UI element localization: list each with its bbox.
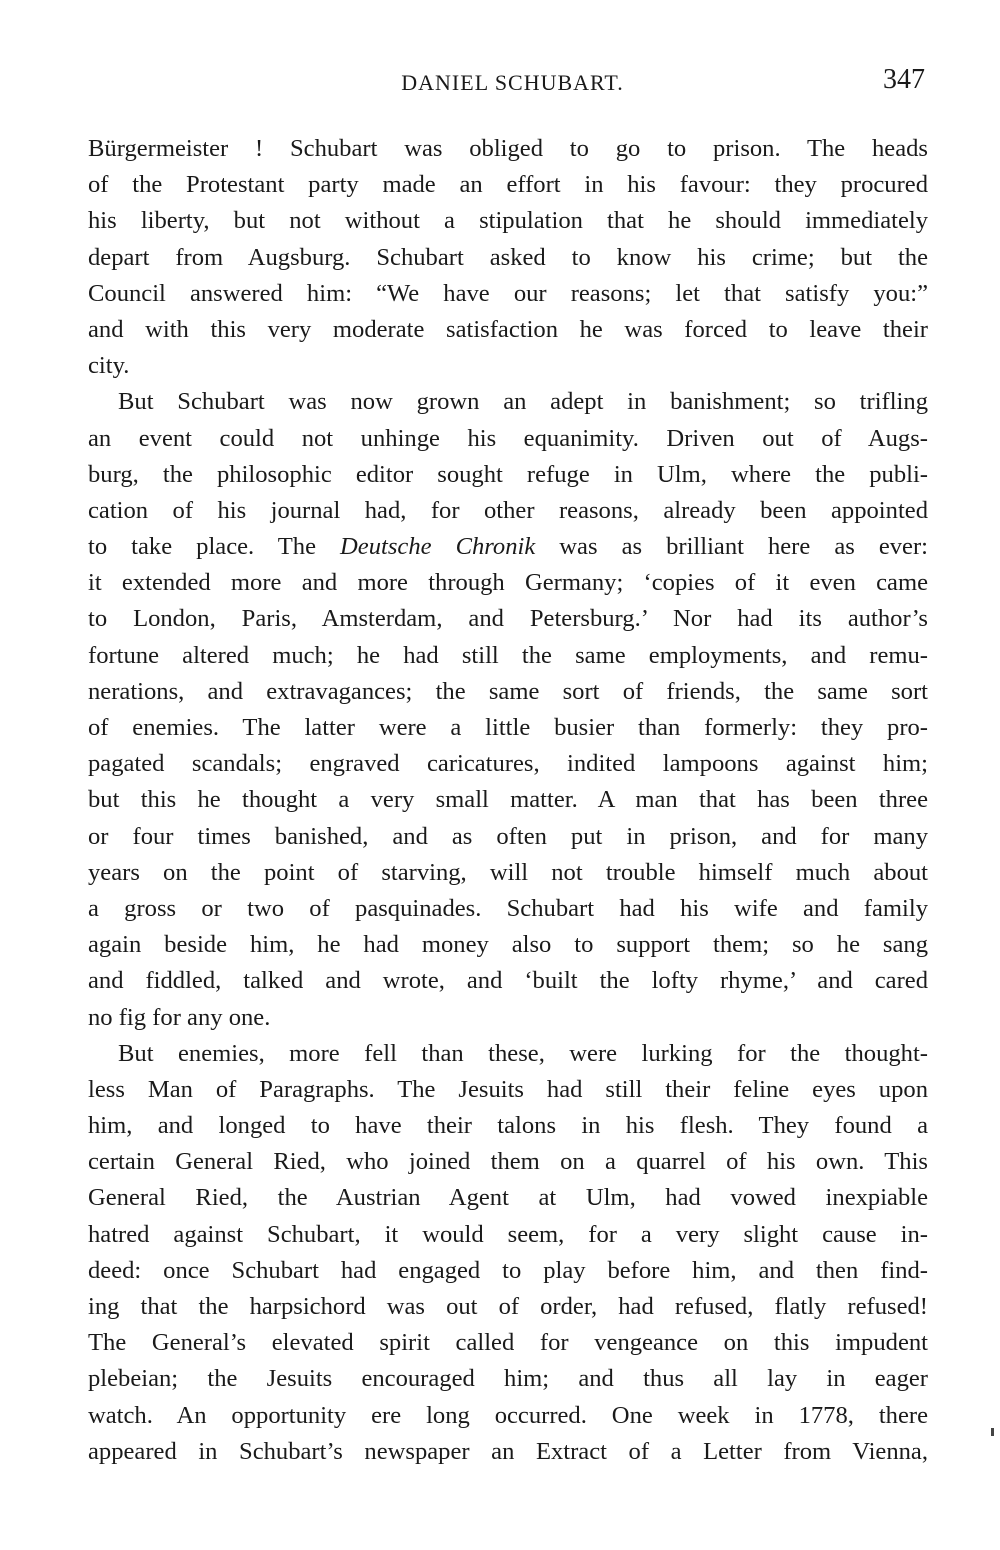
text-line: nerations, and extravagances; the same sort of friends, the same sort <box>88 677 928 705</box>
text-line: watch. An opportunity ere long occurred. One week in 1778, there <box>88 1401 928 1429</box>
scan-edge-mark <box>991 1428 994 1436</box>
text-line: of enemies. The latter were a little busier than formerly: they pro- <box>88 714 928 741</box>
journal-title: Deutsche Chronik <box>340 533 536 561</box>
running-head <box>100 64 925 106</box>
text-line: The General’s elevated spirit called for vengeance on this impudent <box>88 1329 928 1357</box>
text-line: a gross or two of pasquinades. Schubart had his wife and family <box>88 894 928 922</box>
text-line: hatred against Schubart, it would seem, for a very slight cause in- <box>88 1220 928 1248</box>
text-line: him, and longed to have their talons in his flesh. They found a <box>88 1112 928 1140</box>
text-line: to London, Paris, Amsterdam, and Petersburg.’ Nor had its author’s <box>88 605 928 633</box>
text-line-with-title <box>88 529 928 565</box>
text-line: of the Protestant party made an effort in his favour: they procured <box>88 171 928 199</box>
text-line: an event could not unhinge his equanimity. Driven out of Augs- <box>88 424 928 452</box>
text-line: city. <box>88 352 130 380</box>
text-line: cation of his journal had, for other reasons, already been appointed <box>88 496 928 524</box>
text-line: but this he thought a very small matter. A man that has been three <box>88 786 928 814</box>
body-text <box>88 131 928 1470</box>
text-line: it extended more and more through Germany; ‘copies of it even came <box>88 569 928 597</box>
text-line: But Schubart was now grown an adept in banishment; so trifling <box>118 388 928 416</box>
text-line: again beside him, he had money also to support them; so he sang <box>88 931 928 959</box>
text-line: depart from Augsburg. Schubart asked to know his crime; but the <box>88 243 928 271</box>
text-line: no fig for any one. <box>88 1003 271 1031</box>
text-line: or four times banished, and as often put in prison, and for many <box>88 822 928 850</box>
text-line: certain General Ried, who joined them on a quarrel of his own. This <box>88 1148 928 1176</box>
running-title: DANIEL SCHUBART. <box>401 70 624 95</box>
text-line: pagated scandals; engraved caricatures, indited lampoons against him; <box>88 750 928 778</box>
text-line: ing that the harpsichord was out of order, had refused, flatly refused! <box>88 1293 928 1320</box>
text-line: deed: once Schubart had engaged to play before him, and then find- <box>88 1256 928 1284</box>
text-line: General Ried, the Austrian Agent at Ulm, had vowed inexpiable <box>88 1184 928 1212</box>
text-line: less Man of Paragraphs. The Jesuits had still their feline eyes upon <box>88 1075 928 1103</box>
text-line: plebeian; the Jesuits encouraged him; and thus all lay in eager <box>88 1365 928 1393</box>
page-number: 347 <box>883 64 925 95</box>
text-line: years on the point of starving, will not trouble himself much about <box>88 858 928 886</box>
text-line: his liberty, but not without a stipulation that he should immediately <box>88 207 928 235</box>
text-line: and with this very moderate satisfaction he was forced to leave their <box>88 315 928 343</box>
text-line: Council answered him: “We have our reasons; let that satisfy you:” <box>88 279 928 307</box>
text-line: burg, the philosophic editor sought refuge in Ulm, where the publi- <box>88 460 928 488</box>
line-lead: to take place. The <box>88 533 316 561</box>
text-line: Bürgermeister ! Schubart was obliged to go to prison. The heads <box>88 135 928 162</box>
text-line: appeared in Schubart’s newspaper an Extract of a Letter from Vienna, <box>88 1437 928 1465</box>
text-line: fortune altered much; he had still the same employments, and remu- <box>88 641 928 669</box>
text-line: and fiddled, talked and wrote, and ‘built the lofty rhyme,’ and cared <box>88 967 928 995</box>
text-line: But enemies, more fell than these, were lurking for the thought- <box>118 1039 928 1067</box>
line-tail: was as brilliant here as ever: <box>559 533 928 561</box>
